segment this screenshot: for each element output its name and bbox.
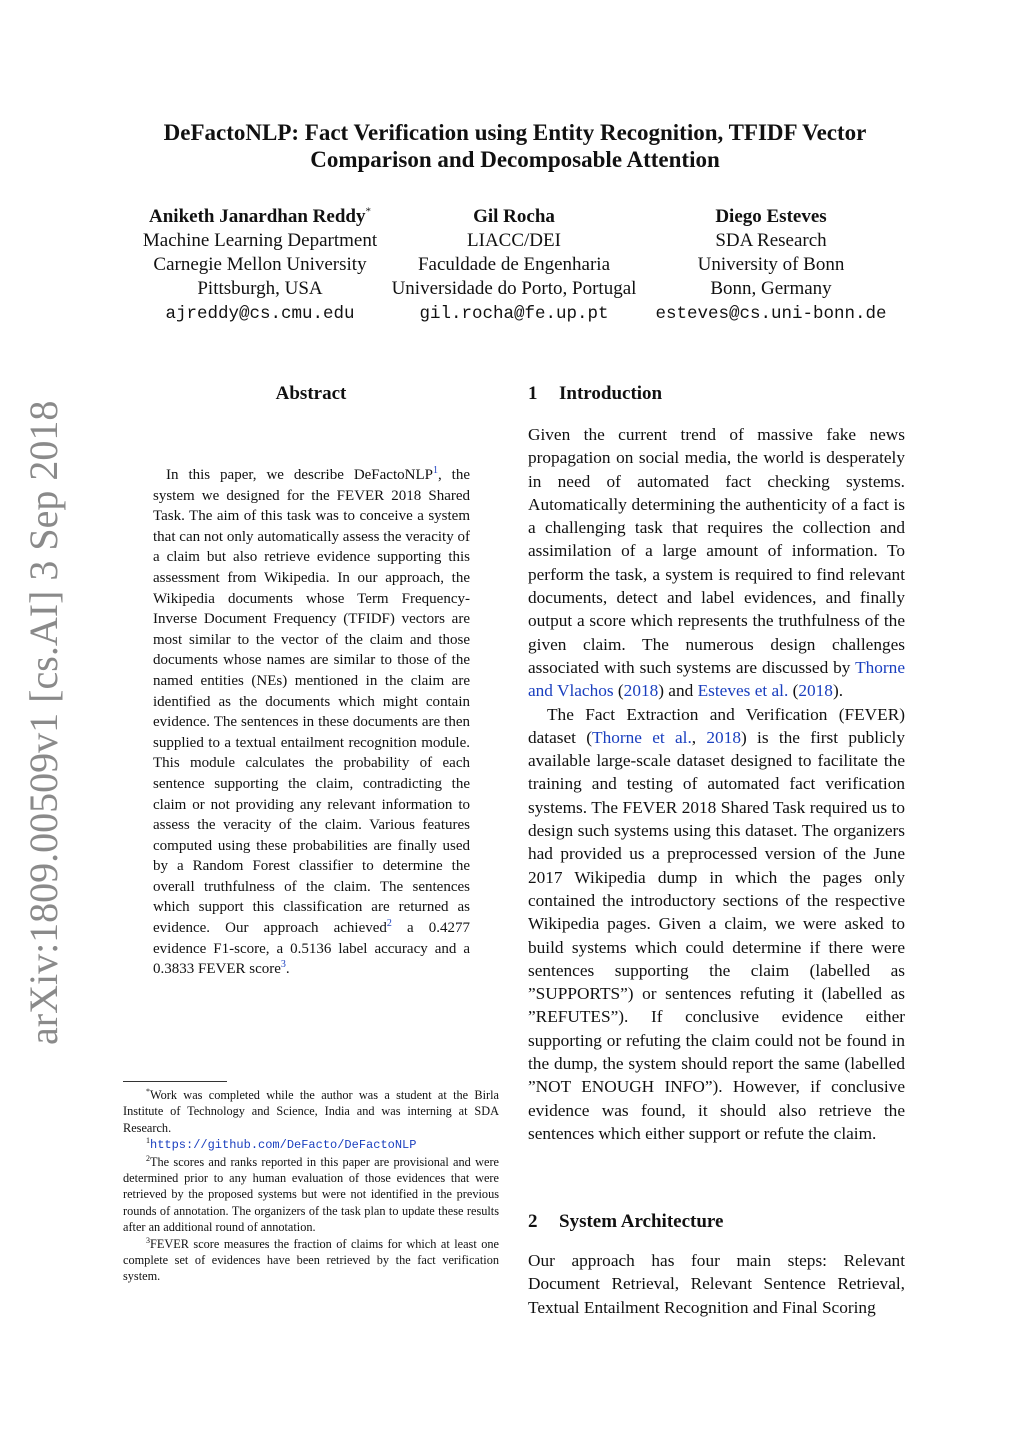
paragraph-text: ) is the first publicly available large-scale dataset designed to facilitate the training and testing of automated fact verification systems. The FEVER 2018 Shared Task required us to design such systems using this dataset. The organizers had provided us a preprocessed version of the June 2017 Wikipedia dump in which the pages only contained the introductory sections of the respective Wikipedia pages. Given a claim, we were asked to build systems which could determine if there were sentences supporting the claim (labelled as ”SUPPORTS”) or sentences refuting it (labelled as ”REFUTES”). If conclusive evidence either supporting or refuting the claim could not be found in the dump, the system should report the same (labelled ”NOT ENOUGH INFO”). However, if conclusive evidence was found, it should also retrieve the sentences which either support or refute the claim. bbox=[528, 727, 906, 1143]
section-heading-introduction bbox=[528, 383, 662, 405]
author-name: Diego Esteves bbox=[715, 206, 827, 227]
abstract-text: a 0.4277 evidence F1-score, a 0.5136 label accuracy and a 0.3833 FEVER score bbox=[153, 920, 470, 978]
citation-link[interactable]: Esteves et al. bbox=[697, 681, 789, 701]
footnote-text: The scores and ranks reported in this paper are provisional and were determined prior to any human evaluation of those evidences that were retrieved by the proposed systems but were not identified in the previous rounds of annotation. The organizers of the task plan to update these results after an additional round of annotation. bbox=[123, 1154, 499, 1235]
author-location: Universidade do Porto, Portugal bbox=[391, 278, 637, 299]
footnote-ref[interactable]: 2 bbox=[386, 918, 392, 930]
footnote-divider bbox=[123, 1081, 227, 1082]
citation-link[interactable]: Thorne et al. bbox=[592, 727, 692, 747]
author-email[interactable]: esteves@cs.uni-bonn.de bbox=[655, 304, 887, 324]
paragraph bbox=[528, 423, 905, 703]
abstract-text: . bbox=[285, 961, 290, 978]
arxiv-stamp: arXiv:1809.00509v1 [cs.AI] 3 Sep 2018 bbox=[21, 400, 66, 1045]
section-number: 1 bbox=[528, 383, 538, 404]
author-department: LIACC/DEI bbox=[467, 230, 561, 251]
footnote-text: Work was completed while the author was a student at the Birla Institute of Technology and Science, India and was interning at SDA Research. bbox=[123, 1088, 499, 1135]
section-title: System Architecture bbox=[559, 1211, 724, 1232]
footnote bbox=[123, 1136, 499, 1153]
title-line-1: DeFactoNLP: Fact Verification using Entity Recognition, TFIDF Vector bbox=[163, 120, 867, 145]
section-title: Introduction bbox=[559, 383, 663, 404]
footnote-ref[interactable]: 1 bbox=[432, 465, 438, 476]
footnote-text: FEVER score measures the fraction of claims for which at least one complete set of evidences have been retrieved by the fact verification system. bbox=[123, 1236, 499, 1284]
footnote-mark: 2 bbox=[146, 1153, 150, 1163]
paragraph-text: , bbox=[691, 727, 707, 747]
citation-link[interactable]: Thorne and Vlachos bbox=[528, 657, 905, 701]
citation-year-link[interactable]: 2018 bbox=[623, 681, 659, 701]
footnote-link[interactable]: https://github.com/DeFacto/DeFactoNLP bbox=[150, 1138, 417, 1153]
paragraph-text: ( bbox=[788, 681, 799, 701]
author-institution: University of Bonn bbox=[697, 254, 845, 275]
footnote-mark: 3 bbox=[146, 1235, 150, 1245]
footnote bbox=[123, 1154, 499, 1236]
footnote-mark: * bbox=[146, 1086, 150, 1096]
author-location: Pittsburgh, USA bbox=[197, 278, 323, 299]
author-institution: Carnegie Mellon University bbox=[153, 254, 367, 275]
paragraph-text: The Fact Extraction and Verification (FEVER) dataset ( bbox=[528, 704, 905, 747]
paper-title bbox=[120, 119, 910, 173]
paragraph bbox=[528, 703, 905, 1146]
footnote-ref[interactable]: 3 bbox=[280, 959, 286, 971]
footnotes bbox=[123, 1087, 499, 1285]
abstract-body bbox=[153, 465, 470, 980]
author-department: SDA Research bbox=[715, 230, 827, 251]
section-number: 2 bbox=[528, 1211, 538, 1232]
section-heading-system-architecture bbox=[528, 1211, 723, 1233]
title-line-2: Comparison and Decomposable Attention bbox=[310, 147, 720, 172]
abstract-heading: Abstract bbox=[275, 383, 347, 404]
footnote bbox=[123, 1087, 499, 1136]
author-department: Machine Learning Department bbox=[142, 230, 378, 251]
author-block-3 bbox=[638, 205, 904, 326]
abstract-text: , the system we designed for the FEVER 2018 Shared Task. The aim of this task was to conceive a system that can not only automatically assess the veracity of a claim but also retrieve evidence supporting this assessment from Wikipedia. In our approach, the Wikipedia documents whose Term Frequency-Inverse Document Frequency (TFIDF) vectors are most similar to the vector of the claim and those documents whose names are similar to those of the named entities (NEs) mentioned in the claim are identified as the documents which might contain evidence. The sentences in these documents are then supplied to a textual entailment recognition module. This module calculates the probability of each sentence supporting the claim, contradicting the claim or not providing any relevant information to assess the veracity of the claim. Various features computed using these probabilities are finally used by a Random Forest classifier to determine the overall truthfulness of the claim. The sentences which support this classification are returned as evidence. Our approach achieved bbox=[153, 467, 471, 937]
paragraph-text: ). bbox=[832, 681, 844, 701]
citation-year-link[interactable]: 2018 bbox=[798, 681, 833, 701]
author-block-1 bbox=[133, 205, 387, 326]
introduction-body bbox=[528, 423, 905, 1145]
author-block-2 bbox=[378, 205, 650, 326]
abstract-text: In this paper, we describe DeFactoNLP bbox=[166, 467, 433, 483]
author-email[interactable]: gil.rocha@fe.up.pt bbox=[419, 304, 609, 324]
author-location: Bonn, Germany bbox=[710, 278, 832, 299]
paragraph-text: ( bbox=[613, 681, 624, 701]
footnote bbox=[123, 1236, 499, 1285]
footnote-mark: 1 bbox=[146, 1136, 150, 1146]
paragraph-text: Given the current trend of massive fake news propagation on social media, the world is desperately in need of automated fact checking systems. Automatically determining the authenticity of a fact is a challenging task that requires the collection and assimilation of a large amount of information. To perform the task, a system is required to find relevant documents, detect and label evidences, and finally output a score which represents the truthfulness of the given claim. The numerous design challenges associated with such systems are discussed by bbox=[528, 425, 905, 677]
citation-year-link[interactable]: 2018 bbox=[706, 727, 741, 747]
system-architecture-body bbox=[528, 1249, 905, 1319]
paragraph: Our approach has four main steps: Relevant Document Retrieval, Relevant Sentence Retrieval, Textual Entailment Recognition and Final Scoring bbox=[528, 1251, 905, 1317]
author-footnote-mark: * bbox=[365, 205, 371, 218]
author-name: Aniketh Janardhan Reddy bbox=[149, 206, 366, 227]
paragraph-text: ) and bbox=[658, 681, 698, 701]
author-email[interactable]: ajreddy@cs.cmu.edu bbox=[165, 304, 355, 324]
author-name: Gil Rocha bbox=[473, 206, 555, 227]
author-institution: Faculdade de Engenharia bbox=[417, 254, 611, 275]
abstract-paragraph bbox=[153, 465, 470, 980]
